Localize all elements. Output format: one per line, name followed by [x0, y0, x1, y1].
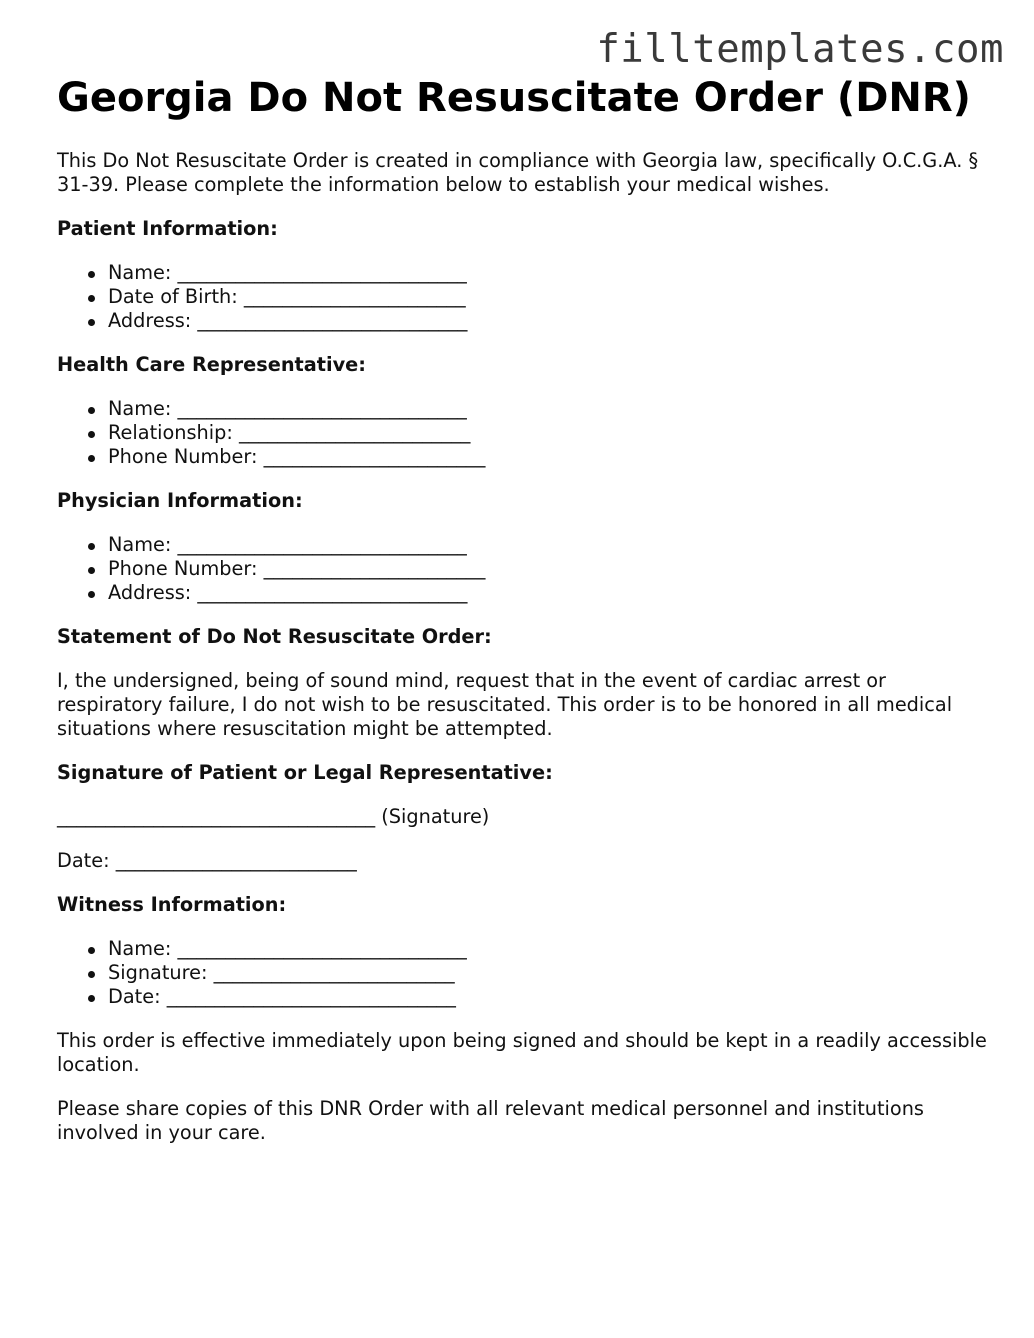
statement-heading: Statement of Do Not Resuscitate Order: [57, 625, 492, 648]
physician-heading: Physician Information: [57, 489, 303, 512]
representative-name-field[interactable]: Name: ______________________________ [88, 397, 987, 421]
closing-paragraph: Please share copies of this DNR Order with all relevant medical personnel and institutions involved in your care. [57, 1097, 924, 1144]
representative-phone-field[interactable]: Phone Number: _______________________ [88, 445, 987, 469]
intro-paragraph: This Do Not Resuscitate Order is created in compliance with Georgia law, specifically O.C.G.A. § 31-39. Please complete the information below to establish your medical wishes. [57, 149, 979, 196]
patient-name-field[interactable]: Name: ______________________________ [88, 261, 987, 285]
witness-list [57, 937, 987, 1009]
representative-relationship-field[interactable]: Relationship: ________________________ [88, 421, 987, 445]
page-title: Georgia Do Not Resuscitate Order (DNR) [57, 75, 971, 121]
physician-address-field[interactable]: Address: ____________________________ [88, 581, 987, 605]
physician-list [57, 533, 987, 605]
patient-dob-field[interactable]: Date of Birth: _______________________ [88, 285, 987, 309]
witness-heading: Witness Information: [57, 893, 287, 916]
witness-signature-field[interactable]: Signature: _________________________ [88, 961, 987, 985]
physician-phone-field[interactable]: Phone Number: _______________________ [88, 557, 987, 581]
signature-heading: Signature of Patient or Legal Representative: [57, 761, 553, 784]
patient-heading: Patient Information: [57, 217, 278, 240]
physician-name-field[interactable]: Name: ______________________________ [88, 533, 987, 557]
statement-text: I, the undersigned, being of sound mind, request that in the event of cardiac arrest or respiratory failure, I do not wish to be resuscitated. This order is to be honored in all medical situations where resuscitation might be attempted. [57, 669, 953, 740]
patient-address-field[interactable]: Address: ____________________________ [88, 309, 987, 333]
patient-list [57, 261, 987, 333]
representative-list [57, 397, 987, 469]
witness-date-field[interactable]: Date: ______________________________ [88, 985, 987, 1009]
watermark: filltemplates.com [596, 27, 1004, 72]
signature-line-field[interactable]: _________________________________ (Signature) [57, 805, 490, 828]
representative-heading: Health Care Representative: [57, 353, 366, 376]
witness-name-field[interactable]: Name: ______________________________ [88, 937, 987, 961]
signature-date-field[interactable]: Date: _________________________ [57, 849, 357, 872]
document-body [57, 74, 987, 1145]
closing-paragraph: This order is effective immediately upon being signed and should be kept in a readily accessible location. [57, 1029, 987, 1076]
